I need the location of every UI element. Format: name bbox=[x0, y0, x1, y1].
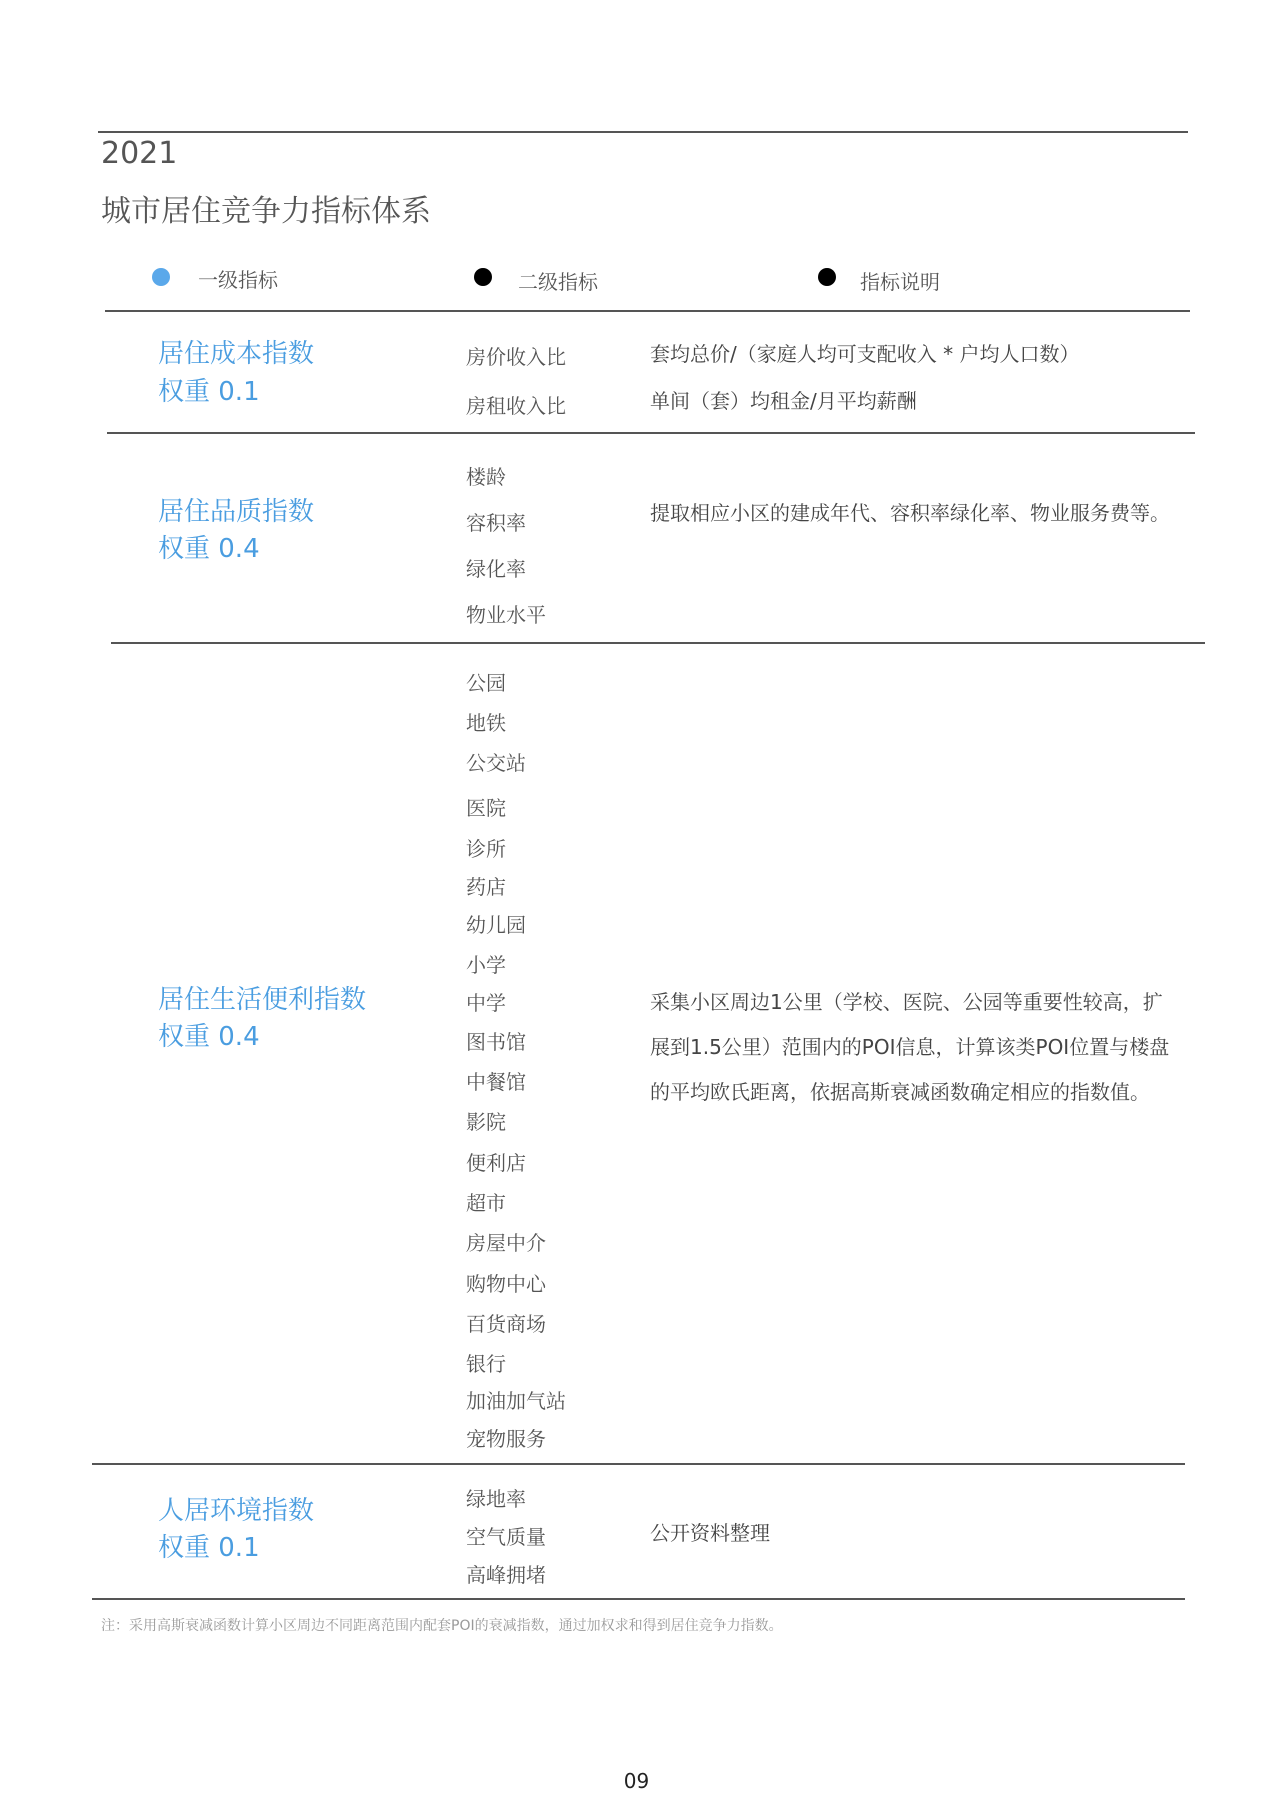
sub-indicator: 中餐馆 bbox=[466, 1070, 526, 1094]
top-rule bbox=[98, 131, 1188, 133]
sub-indicator: 宠物服务 bbox=[466, 1427, 546, 1451]
sub-indicator: 药店 bbox=[466, 875, 506, 899]
section-convenience-name: 居住生活便利指数 bbox=[158, 985, 367, 1015]
footnote: 注：采用高斯衰减函数计算小区周边不同距离范围内配套POI的衰减指数，通过加权求和得到居住竞争力指数。 bbox=[101, 1618, 783, 1634]
sub-indicator: 公园 bbox=[466, 671, 506, 695]
sub-indicator: 医院 bbox=[466, 796, 506, 820]
section-divider bbox=[107, 432, 1195, 434]
section-divider bbox=[111, 642, 1205, 644]
section-convenience-desc-line: 的平均欧氏距离，依据高斯衰减函数确定相应的指数值。 bbox=[650, 1080, 1150, 1104]
section-environment-desc: 公开资料整理 bbox=[650, 1521, 770, 1545]
section-cost-name: 居住成本指数 bbox=[158, 339, 315, 369]
section-cost-desc-line: 套均总价/（家庭人均可支配收入 * 户均人口数） bbox=[650, 342, 1080, 366]
report-year: 2021 bbox=[101, 136, 178, 171]
sub-indicator: 房价收入比 bbox=[466, 345, 566, 369]
section-convenience-desc-line: 展到1.5公里）范围内的POI信息，计算该类POI位置与楼盘 bbox=[650, 1035, 1170, 1059]
sub-indicator: 幼儿园 bbox=[466, 913, 526, 937]
sub-indicator: 绿地率 bbox=[466, 1487, 526, 1511]
section-quality-desc: 提取相应小区的建成年代、容积率绿化率、物业服务费等。 bbox=[650, 501, 1170, 525]
level1-dot-icon bbox=[152, 268, 170, 286]
sub-indicator: 便利店 bbox=[466, 1151, 526, 1175]
sub-indicator: 影院 bbox=[466, 1110, 506, 1134]
sub-indicator: 空气质量 bbox=[466, 1525, 546, 1549]
sub-indicator: 图书馆 bbox=[466, 1030, 526, 1054]
sub-indicator: 银行 bbox=[466, 1352, 506, 1376]
legend-rule bbox=[105, 310, 1190, 312]
sub-indicator: 购物中心 bbox=[466, 1272, 546, 1296]
sub-indicator: 绿化率 bbox=[466, 557, 526, 581]
section-environment-weight: 权重 0.1 bbox=[158, 1533, 260, 1563]
sub-indicator: 诊所 bbox=[466, 837, 506, 861]
page-number: 09 bbox=[623, 1769, 650, 1793]
section-quality-weight: 权重 0.4 bbox=[158, 534, 260, 564]
section-quality-name: 居住品质指数 bbox=[158, 497, 315, 527]
section-convenience-desc-line: 采集小区周边1公里（学校、医院、公园等重要性较高，扩 bbox=[650, 990, 1163, 1014]
section-cost-desc-line: 单间（套）均租金/月平均薪酬 bbox=[650, 389, 917, 413]
legend-level1-label: 一级指标 bbox=[198, 268, 278, 292]
section-convenience-weight: 权重 0.4 bbox=[158, 1022, 260, 1052]
sub-indicator: 超市 bbox=[466, 1191, 506, 1215]
section-cost-weight: 权重 0.1 bbox=[158, 377, 260, 407]
sub-indicator: 地铁 bbox=[466, 711, 506, 735]
page-title: 城市居住竞争力指标体系 bbox=[101, 194, 431, 229]
bottom-rule bbox=[92, 1598, 1185, 1600]
sub-indicator: 中学 bbox=[466, 991, 506, 1015]
sub-indicator: 加油加气站 bbox=[466, 1389, 566, 1413]
section-divider bbox=[92, 1463, 1185, 1465]
sub-indicator: 房屋中介 bbox=[466, 1231, 546, 1255]
sub-indicator: 百货商场 bbox=[466, 1312, 546, 1336]
sub-indicator: 容积率 bbox=[466, 511, 526, 535]
legend-description-label: 指标说明 bbox=[860, 270, 940, 294]
description-dot-icon bbox=[818, 268, 836, 286]
section-environment-name: 人居环境指数 bbox=[158, 1496, 315, 1526]
sub-indicator: 高峰拥堵 bbox=[466, 1563, 546, 1587]
sub-indicator: 小学 bbox=[466, 953, 506, 977]
legend-level2-label: 二级指标 bbox=[518, 270, 598, 294]
level2-dot-icon bbox=[474, 268, 492, 286]
sub-indicator: 房租收入比 bbox=[466, 394, 566, 418]
sub-indicator: 公交站 bbox=[466, 751, 526, 775]
sub-indicator: 物业水平 bbox=[466, 603, 546, 627]
sub-indicator: 楼龄 bbox=[466, 465, 506, 489]
